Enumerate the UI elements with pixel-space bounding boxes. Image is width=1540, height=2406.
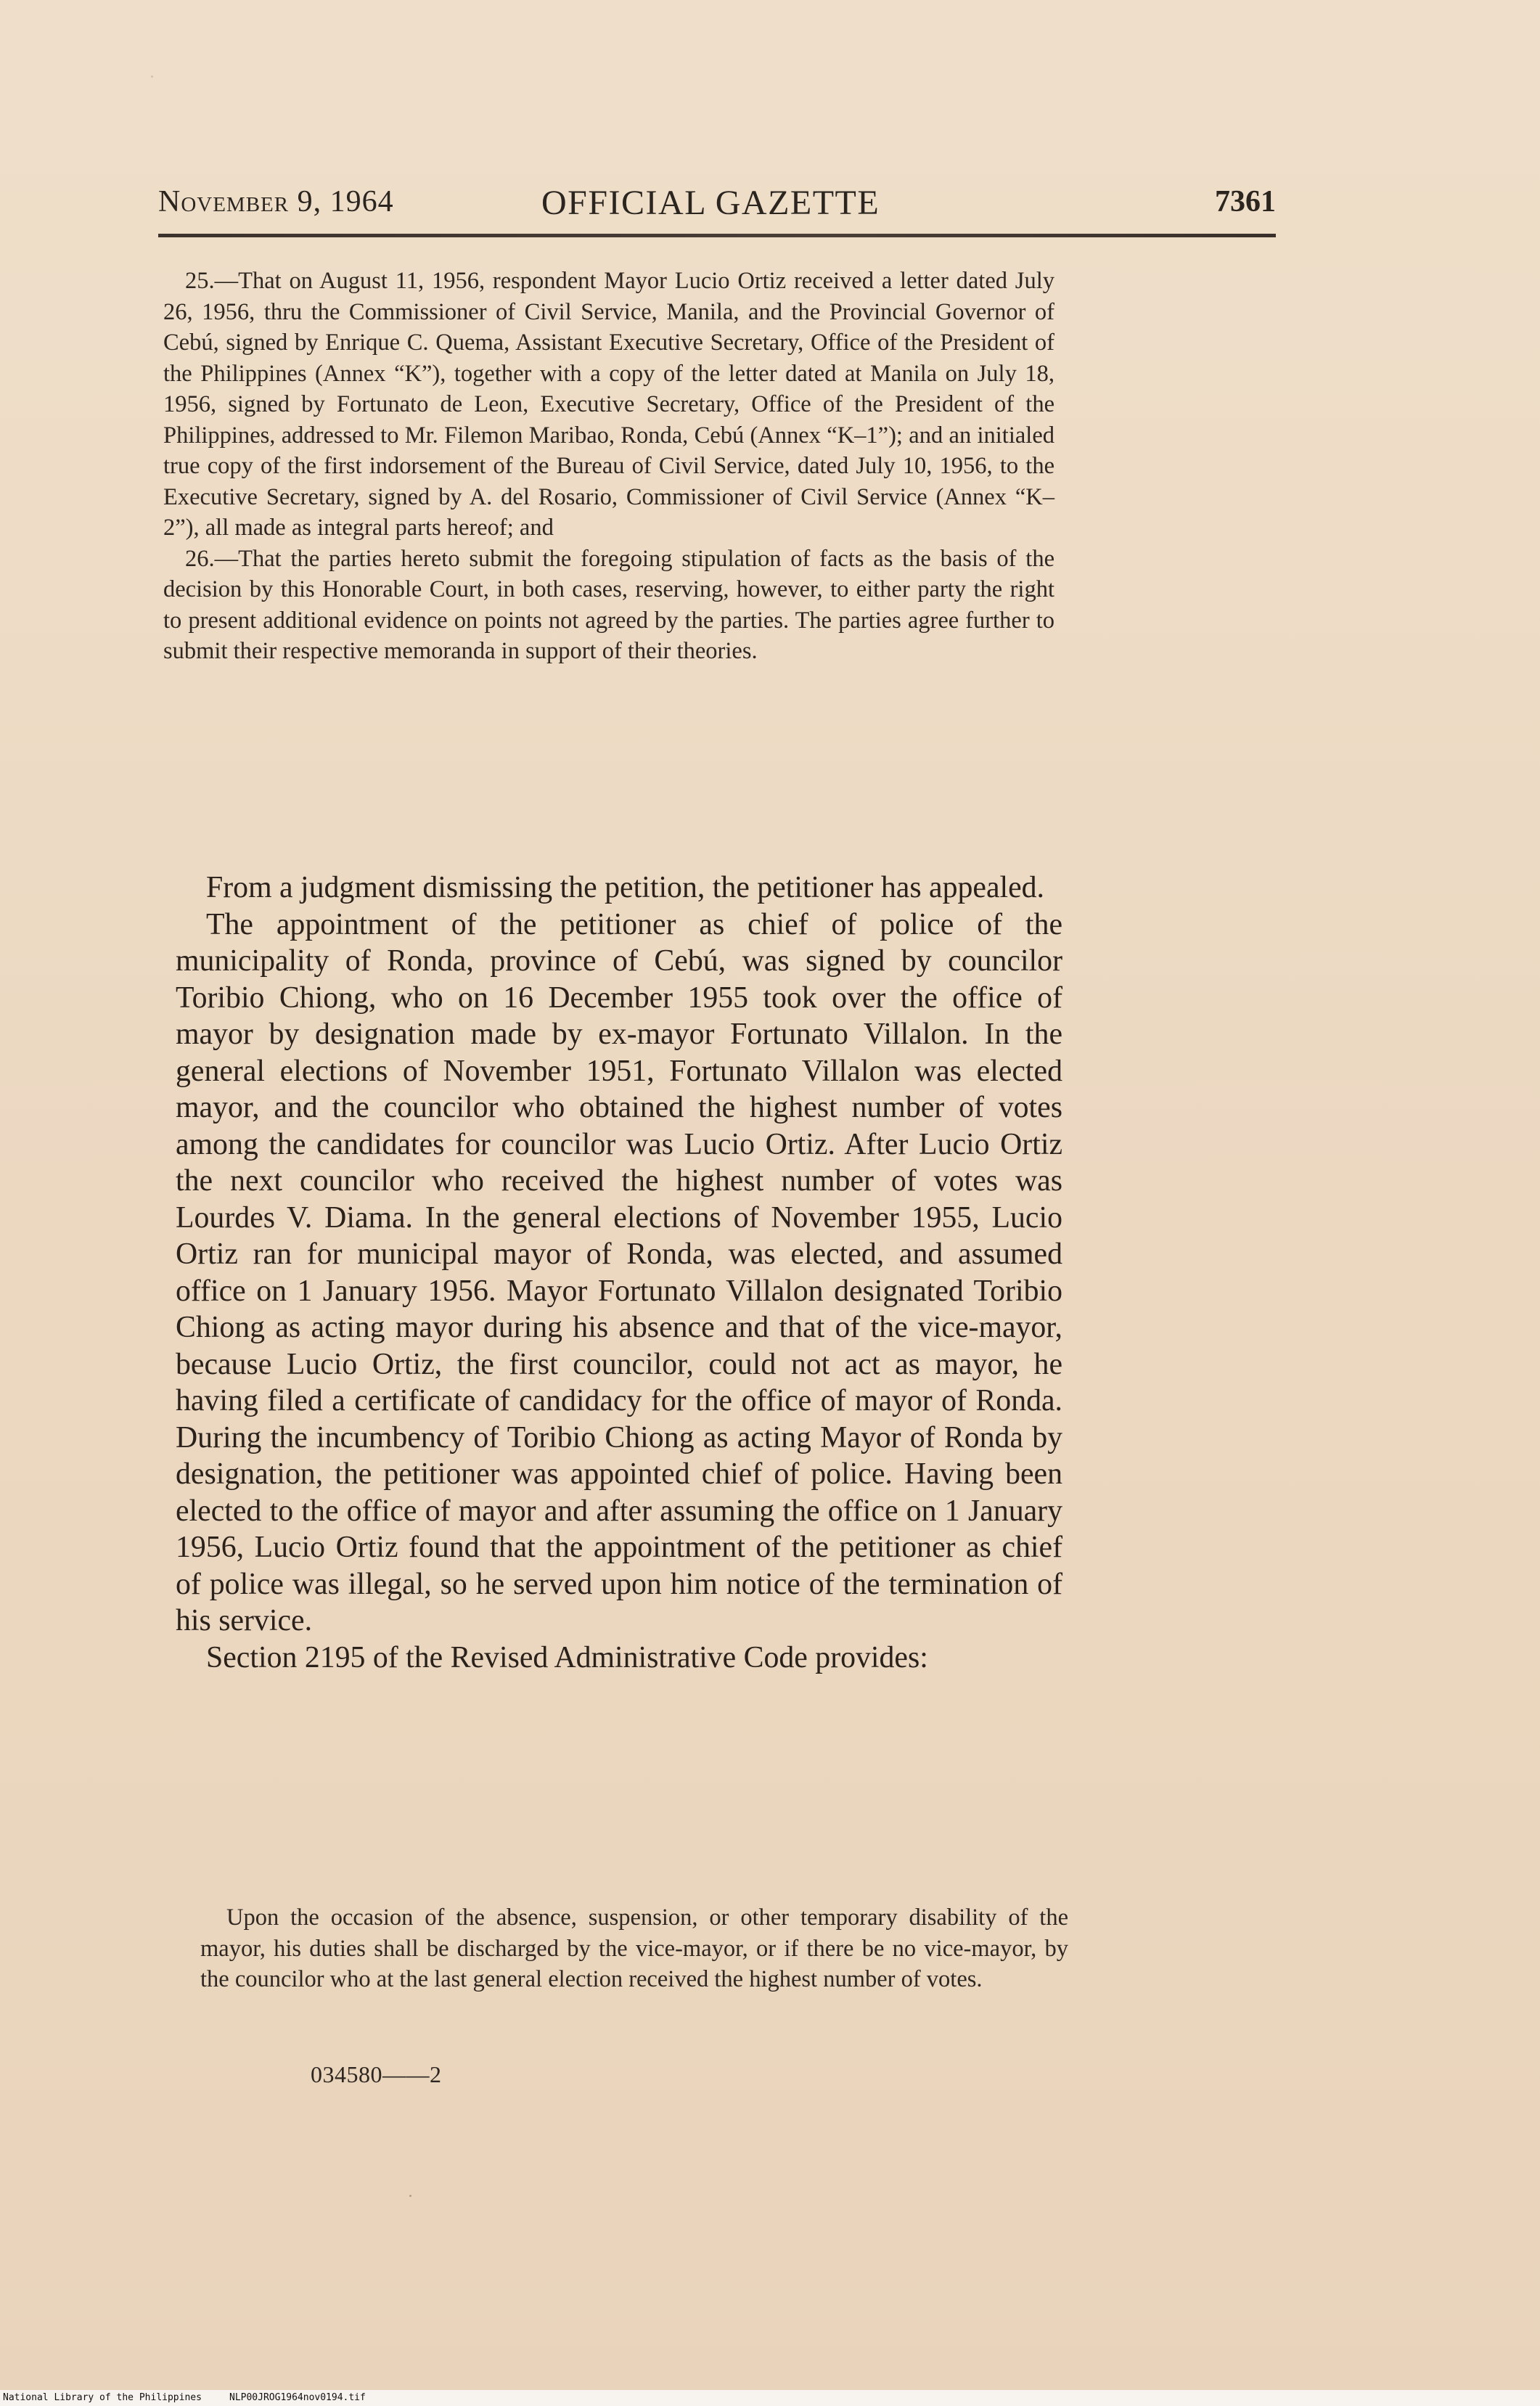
stipulation-paragraph-26: 26.—That the parties hereto submit the foregoing stipulation of facts as the basis of the decision by this Honorable Court, in both cases, reserving, however, to either party the right to present additional evidence on points not agreed by the parties. The parties agree further to submit their respective memoranda in support of their theories. [163, 545, 1054, 664]
main-text [176, 869, 1062, 1676]
scan-footer [0, 2390, 1540, 2406]
signature-line: 034580——2 [311, 2061, 442, 2087]
body-paragraph-section: Section 2195 of the Revised Administrative Code provides: [206, 1640, 928, 1674]
stipulation-block [163, 266, 1054, 667]
body-paragraph-appointment: The appointment of the petitioner as chief of police of the municipality of Ronda, province of Cebú, was signed by councilor Toribio Chiong, who on 16 December 1955 took over the office of mayor by designation made by ex-mayor Fortunato Villalon. In the general elections of November 1951, Fortunato Villalon was elected mayor, and the councilor who obtained the highest number of votes among the candidates for councilor was Lucio Ortiz. After Lucio Ortiz the next councilor who received the highest number of votes was Lourdes V. Diama. In the general elections of November 1955, Lucio Ortiz ran for municipal mayor of Ronda, was elected, and assumed office on 1 January 1956. Mayor Fortunato Villalon designated Toribio Chiong as acting mayor during his absence and that of the vice-mayor, because Lucio Ortiz, the first councilor, could not act as mayor, he having filed a certificate of candidacy for the office of mayor of Ronda. During the incumbency of Toribio Chiong as acting Mayor of Ronda by designation, the petitioner was appointed chief of police. Having been elected to the office of mayor and after assuming the office on 1 January 1956, Lucio Ortiz found that the appointment of the petitioner as chief of police was illegal, so he served upon him notice of the termination of his service. [176, 907, 1062, 1637]
footer-filename: NLP00JROG1964nov0194.tif [229, 2392, 366, 2403]
quoted-provision-text: Upon the occasion of the absence, suspension, or other temporary disability of the mayor, his duties shall be discharged by the vice-mayor, or if there be no vice-mayor, by the councilor who at the last general election received the highest number of votes. [200, 1904, 1068, 1992]
quoted-provision [200, 1902, 1068, 1995]
header-date: November 9, 1964 [158, 185, 394, 218]
header-title: OFFICIAL GAZETTE [541, 184, 880, 222]
body-paragraph-judgment: From a judgment dismissing the petition, the petitioner has appealed. [206, 871, 1045, 904]
header-page-number: 7361 [1215, 185, 1276, 218]
footer-library: National Library of the Philippines [3, 2392, 202, 2403]
stipulation-paragraph-25: 25.—That on August 11, 1956, respondent Mayor Lucio Ortiz received a letter dated July 26, 1956, thru the Commissioner of Civil Service, Manila, and the Provincial Governor of Cebú, signed by Enrique C. Quema, Assistant Executive Secretary, Office of the President of the Philippines (Annex “K”), together with a copy of the letter dated at Manila on July 18, 1956, signed by Fortunato de Leon, Executive Secretary, Office of the President of the Philippines, addressed to Mr. Filemon Maribao, Ronda, Cebú (Annex “K–1”); and an initialed true copy of the first indorsement of the Bureau of Civil Service, dated July 10, 1956, to the Executive Secretary, signed by A. del Rosario, Commissioner of Civil Service (Annex “K–2”), all made as integral parts hereof; and [163, 268, 1054, 541]
page-header [158, 171, 1276, 232]
header-rule [158, 234, 1276, 237]
paper-speck [151, 75, 153, 78]
paper-speck [409, 2195, 411, 2197]
